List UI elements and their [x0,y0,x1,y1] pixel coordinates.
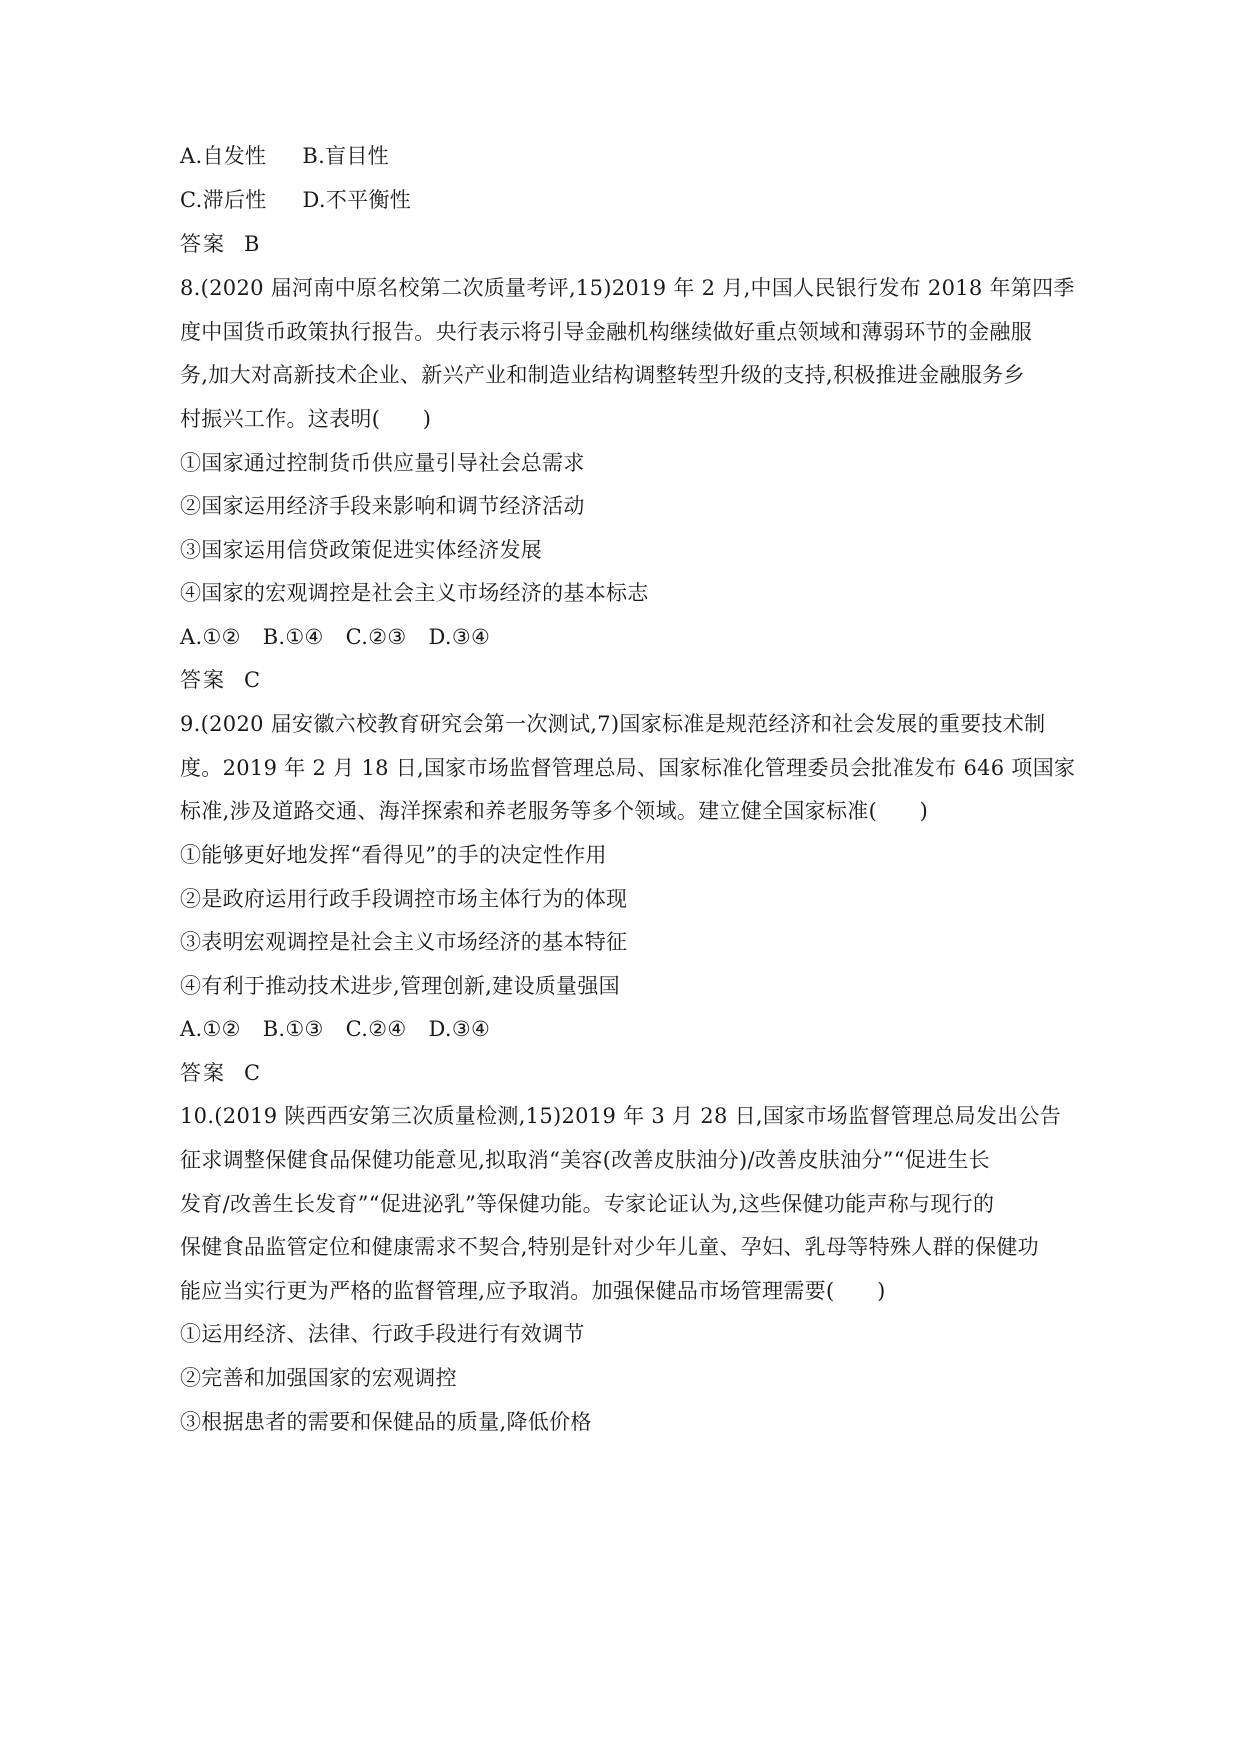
q8-options [180,622,1070,652]
q9-stem-line-3: 标准,涉及道路交通、海洋探索和养老服务等多个领域。建立健全国家标准( ) [180,799,929,823]
q9-options [180,1014,1070,1044]
answer-label: 答案 [180,1061,226,1085]
q10-stem-line-3: 发育/改善生长发育”“促进泌乳”等保健功能。专家论证认为,这些保健功能声称与现行的 [180,1192,995,1216]
answer-value: C [244,1061,261,1085]
q7-options-row-2 [180,185,1070,215]
q10-statement-2: ②完善和加强国家的宏观调控 [180,1366,457,1390]
q8-stem-line-1: 8.(2020 届河南中原名校第二次质量考评,15)2019 年 2 月,中国人民银行发布 2018 年第四季 [180,276,1075,300]
q9-option-c: C.②④ [345,1017,407,1041]
q9-answer [180,1058,1070,1088]
q9-statement-4: ④有利于推动技术进步,管理创新,建设质量强国 [180,974,620,998]
q8-stem-line-2: 度中国货币政策执行报告。央行表示将引导金融机构继续做好重点领域和薄弱环节的金融服 [180,320,1032,344]
q10-stem-line-2: 征求调整保健食品保健功能意见,拟取消“美容(改善皮肤油分)/改善皮肤油分”“促进生长 [180,1148,990,1172]
answer-label: 答案 [180,232,226,256]
q8-option-a: A.①② [180,625,241,649]
q10-statement-1: ①运用经济、法律、行政手段进行有效调节 [180,1322,585,1346]
q8-option-d: D.③④ [428,625,491,649]
q8-option-c: C.②③ [345,625,407,649]
q10-stem-line-4: 保健食品监管定位和健康需求不契合,特别是针对少年儿童、孕妇、乳母等特殊人群的保健功 [180,1235,1039,1259]
q7-answer [180,229,1070,259]
q8-stem-line-4: 村振兴工作。这表明( ) [180,407,432,431]
q9-option-a: A.①② [180,1017,241,1041]
answer-value: C [244,668,261,692]
answer-label: 答案 [180,668,226,692]
q9-option-b: B.①③ [262,1017,324,1041]
answer-value: B [244,232,260,256]
q9-statement-1: ①能够更好地发挥“看得见”的手的决定性作用 [180,843,607,867]
q7-option-a: A.自发性 [180,144,267,168]
q8-stem-line-3: 务,加大对高新技术企业、新兴产业和制造业结构调整转型升级的支持,积极推进金融服务乡 [180,363,1025,387]
q7-option-d: D.不平衡性 [302,188,412,212]
q9-stem-line-1: 9.(2020 届安徽六校教育研究会第一次测试,7)国家标准是规范经济和社会发展的重要技术制 [180,712,1046,736]
q8-answer [180,665,1070,695]
q8-statement-4: ④国家的宏观调控是社会主义市场经济的基本标志 [180,581,649,605]
q9-option-d: D.③④ [428,1017,491,1041]
q8-statement-3: ③国家运用信贷政策促进实体经济发展 [180,538,543,562]
q8-option-b: B.①④ [262,625,324,649]
q9-statement-3: ③表明宏观调控是社会主义市场经济的基本特征 [180,930,628,954]
q10-statement-3: ③根据患者的需要和保健品的质量,降低价格 [180,1410,592,1434]
q10-stem-line-1: 10.(2019 陕西西安第三次质量检测,15)2019 年 3 月 28 日,国家市场监督管理总局发出公告 [180,1104,1062,1128]
q8-statement-2: ②国家运用经济手段来影响和调节经济活动 [180,494,585,518]
q9-stem-line-2: 度。2019 年 2 月 18 日,国家市场监督管理总局、国家标准化管理委员会批准发布 646 项国家 [180,756,1076,780]
q7-options-row-1 [180,141,1070,171]
q9-statement-2: ②是政府运用行政手段调控市场主体行为的体现 [180,887,628,911]
q7-option-c: C.滞后性 [180,188,267,212]
q8-statement-1: ①国家通过控制货币供应量引导社会总需求 [180,451,585,475]
q7-option-b: B.盲目性 [302,144,389,168]
q10-stem-line-5: 能应当实行更为严格的监督管理,应予取消。加强保健品市场管理需要( ) [180,1279,886,1303]
